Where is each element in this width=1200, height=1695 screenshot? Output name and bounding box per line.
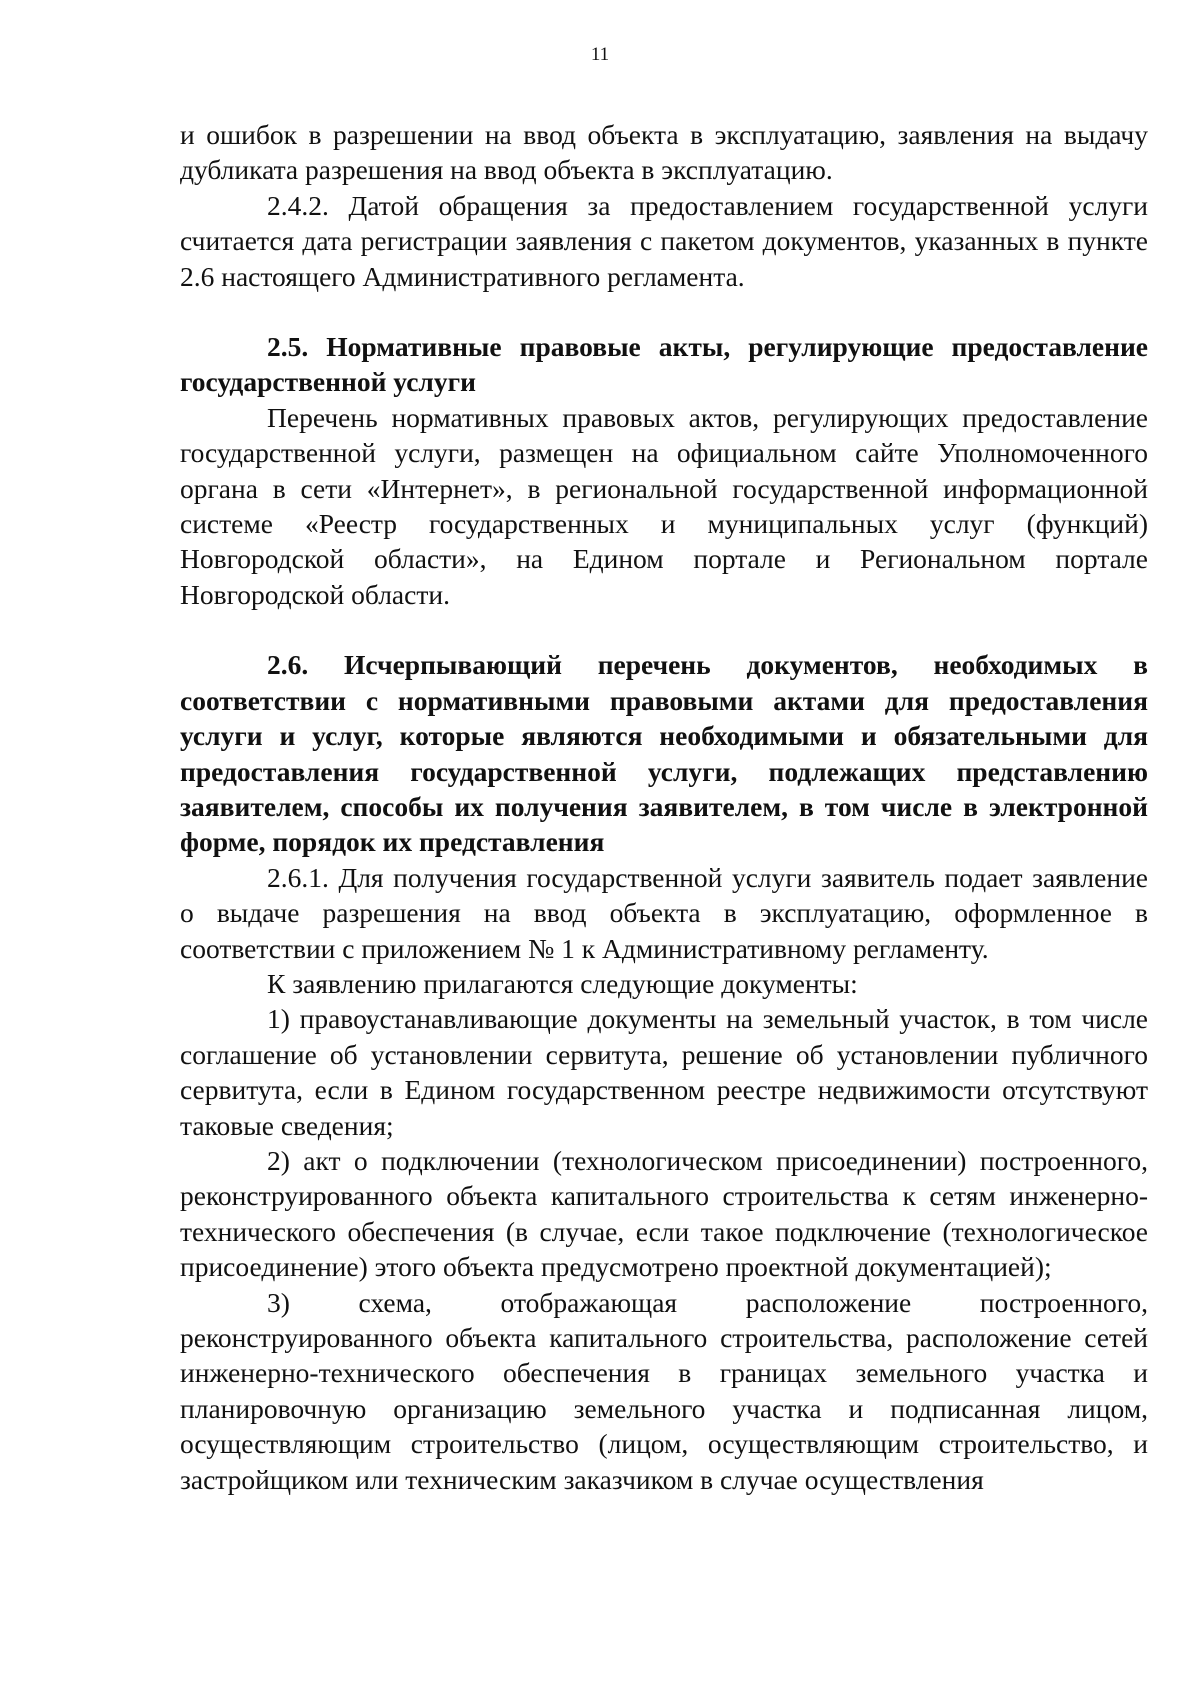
spacer: [180, 612, 1148, 647]
list-item-1: 1) правоустанавливающие документы на земельный участок, в том числе соглашение об установлении сервитута, решение об установлении публичного сервитута, если в Едином государственном реестре недвижимости отсутствуют таковые сведения;: [180, 1003, 1148, 1141]
paragraph-normative-acts: Перечень нормативных правовых актов, регулирующих предоставление государственной услуги, размещен на официальном сайте Уполномоченного органа в сети «Интернет», в региональной государственной информационной системе «Реестр государственных и муниципальных услуг (функций) Новгородской области», на Едином портале и Региональном портале Новгородской области.: [180, 401, 1148, 610]
document-body: [180, 117, 1148, 1497]
page-number: 11: [590, 44, 610, 65]
section-heading-2-5: 2.5. Нормативные правовые акты, регулирующие предоставление государственной услуги: [180, 331, 1148, 398]
paragraph-attachments-intro: К заявлению прилагаются следующие документы:: [267, 967, 858, 999]
list-item-2: 2) акт о подключении (технологическом присоединении) построенного, реконструированного объекта капитального строительства к сетям инженерно-технического обеспечения (в случае, если такое подключение (технологическое присоединение) этого объекта предусмотрено проектной документацией);: [180, 1144, 1148, 1283]
paragraph-continuation: и ошибок в разрешении на ввод объекта в эксплуатацию, заявления на выдачу дубликата разрешения на ввод объекта в эксплуатацию.: [180, 119, 1148, 186]
paragraph-2-4-2: 2.4.2. Датой обращения за предоставлением государственной услуги считается дата регистрации заявления с пакетом документов, указанных в пункте 2.6 настоящего Административного регламента.: [180, 189, 1148, 292]
paragraph-2-6-1: 2.6.1. Для получения государственной услуги заявитель подает заявление о выдаче разрешения на ввод объекта в эксплуатацию, оформленное в соответствии с приложением № 1 к Административному регламенту.: [180, 861, 1148, 964]
section-heading-2-6: 2.6. Исчерпывающий перечень документов, необходимых в соответствии с нормативными правовыми актами для предоставления услуги и услуг, которые являются необходимыми и обязательными для предоставления государственной услуги, подлежащих представлению заявителем, способы их получения заявителем, в том числе в электронной форме, порядок их представления: [180, 649, 1148, 858]
list-item-3: 3) схема, отображающая расположение построенного, реконструированного объекта капитального строительства, расположение сетей инженерно-технического обеспечения в границах земельного участка и планировочную организацию земельного участка и подписанная лицом, осуществляющим строительство (лицом, осуществляющим строительство, и застройщиком или техническим заказчиком в случае осуществления: [180, 1286, 1148, 1495]
spacer: [180, 294, 1148, 329]
